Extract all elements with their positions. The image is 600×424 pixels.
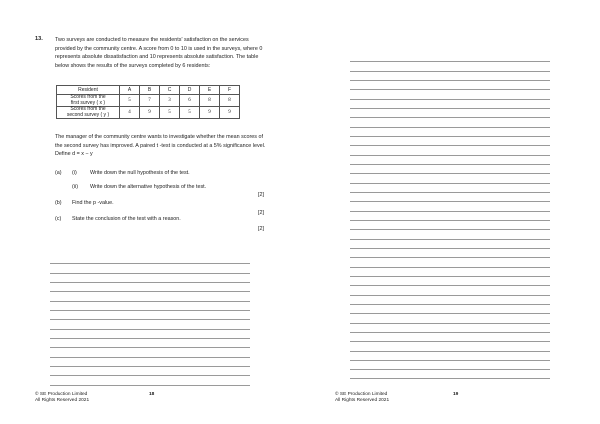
survey-scores-table — [56, 85, 240, 119]
answer-line[interactable] — [350, 62, 550, 71]
part-a-ii-label: (ii) — [72, 184, 78, 190]
row-label-line2: first survey ( x ) — [70, 99, 106, 106]
answer-line[interactable] — [50, 274, 250, 283]
answer-line[interactable] — [350, 305, 550, 314]
part-a-ii-text: Write down the alternative hypothesis of the test. — [90, 184, 207, 190]
table-cell: 3 — [160, 95, 180, 107]
footer-copyright — [335, 392, 389, 405]
answer-line[interactable] — [350, 324, 550, 333]
answer-line[interactable] — [50, 348, 250, 357]
answer-line[interactable] — [350, 249, 550, 258]
table-cell: 5 — [120, 95, 140, 107]
marks-b: [2] — [258, 210, 264, 216]
page-number: 19 — [453, 392, 459, 397]
answer-line[interactable] — [350, 370, 550, 379]
table-row — [57, 95, 240, 107]
answer-line[interactable] — [50, 255, 250, 264]
table-cell: 8 — [220, 95, 240, 107]
table-header-cell: E — [200, 86, 220, 95]
answer-line[interactable] — [350, 109, 550, 118]
row-label-line1: Scores from the — [70, 106, 106, 112]
answer-line[interactable] — [350, 81, 550, 90]
table-cell: 9 — [200, 107, 220, 119]
marks-c: [2] — [258, 226, 264, 232]
answer-line[interactable] — [50, 376, 250, 385]
answer-line[interactable] — [350, 296, 550, 305]
answer-line[interactable] — [350, 193, 550, 202]
table-header-cell: C — [160, 86, 180, 95]
answer-line[interactable] — [350, 128, 550, 137]
rights-line: All Rights Reserved 2021 — [335, 398, 390, 404]
answer-line[interactable] — [50, 320, 250, 329]
page-number: 18 — [149, 392, 155, 397]
answer-line[interactable] — [350, 184, 550, 193]
answer-line[interactable] — [350, 90, 550, 99]
part-c-label: (c) — [55, 216, 62, 222]
part-b-text: Find the p -value. — [72, 200, 114, 206]
answer-line[interactable] — [350, 212, 550, 221]
answer-line[interactable] — [350, 333, 550, 342]
table-cell: 4 — [120, 107, 140, 119]
row-label — [57, 107, 120, 119]
footer-copyright — [35, 392, 89, 405]
answer-line[interactable] — [350, 100, 550, 109]
answer-line[interactable] — [350, 230, 550, 239]
answer-line[interactable] — [350, 286, 550, 295]
answer-line[interactable] — [350, 202, 550, 211]
part-a-label: (a) — [55, 170, 62, 176]
table-cell: 7 — [140, 95, 160, 107]
part-a-i-label: (i) — [72, 170, 77, 176]
answer-line[interactable] — [350, 268, 550, 277]
table-header-cell: D — [180, 86, 200, 95]
table-header-cell: A — [120, 86, 140, 95]
table-cell: 9 — [220, 107, 240, 119]
answer-line[interactable] — [50, 264, 250, 273]
part-a-i-text: Write down the null hypothesis of the test. — [90, 170, 190, 176]
part-c-text: State the conclusion of the test with a reason. — [72, 216, 181, 222]
question-number: 13. — [35, 36, 43, 42]
table-cell: 5 — [160, 107, 180, 119]
answer-line[interactable] — [350, 156, 550, 165]
answer-line[interactable] — [350, 352, 550, 361]
table-header-cell: F — [220, 86, 240, 95]
table-cell: 8 — [200, 95, 220, 107]
answer-line[interactable] — [50, 302, 250, 311]
answer-line[interactable] — [350, 221, 550, 230]
answer-line[interactable] — [350, 53, 550, 62]
answer-line[interactable] — [50, 283, 250, 292]
answer-line[interactable] — [50, 367, 250, 376]
table-header-cell: B — [140, 86, 160, 95]
part-b-label: (b) — [55, 200, 62, 206]
table-row — [57, 107, 240, 119]
answer-line[interactable] — [50, 292, 250, 301]
answer-line[interactable] — [350, 118, 550, 127]
answer-line[interactable] — [350, 174, 550, 183]
answer-line[interactable] — [350, 361, 550, 370]
table-cell: 9 — [140, 107, 160, 119]
row-label-line2: second survey ( y ) — [66, 111, 110, 118]
answer-line[interactable] — [50, 339, 250, 348]
answer-lines[interactable] — [350, 53, 550, 379]
rights-line: All Rights Reserved 2021 — [35, 398, 90, 404]
answer-line[interactable] — [350, 146, 550, 155]
answer-line[interactable] — [50, 311, 250, 320]
table-cell: 6 — [180, 95, 200, 107]
page-19 — [300, 0, 600, 424]
row-label-line1: Scores from the — [70, 94, 106, 100]
copyright-line: © SE Production Limited — [335, 392, 388, 397]
copyright-line: © SE Production Limited — [35, 392, 88, 397]
row-label — [57, 95, 120, 107]
answer-line[interactable] — [350, 137, 550, 146]
answer-line[interactable] — [50, 330, 250, 339]
answer-line[interactable] — [350, 72, 550, 81]
answer-line[interactable] — [350, 165, 550, 174]
answer-line[interactable] — [350, 342, 550, 351]
answer-line[interactable] — [350, 240, 550, 249]
answer-line[interactable] — [350, 277, 550, 286]
answer-lines[interactable] — [50, 255, 250, 386]
marks-a: [2] — [258, 192, 264, 198]
answer-line[interactable] — [350, 314, 550, 323]
table-cell: 5 — [180, 107, 200, 119]
answer-line[interactable] — [350, 258, 550, 267]
table-header-cell: Resident — [57, 86, 120, 95]
question-intro: Two surveys are conducted to measure the residents' satisfaction on the services provided by the community centre. A score from 0 to 10 is used in the surveys, where 0 represents absolute dissatisfaction and 10 represents absolute satisfaction. The table below shows the results of the surveys completed by 6 residents: — [55, 37, 263, 69]
question-paragraph: The manager of the community centre wants to investigate whether the mean scores of the second survey has improved. A paired t -test is conducted at a 5% significance level. Define d = x − y — [55, 134, 266, 158]
answer-line[interactable] — [50, 358, 250, 367]
